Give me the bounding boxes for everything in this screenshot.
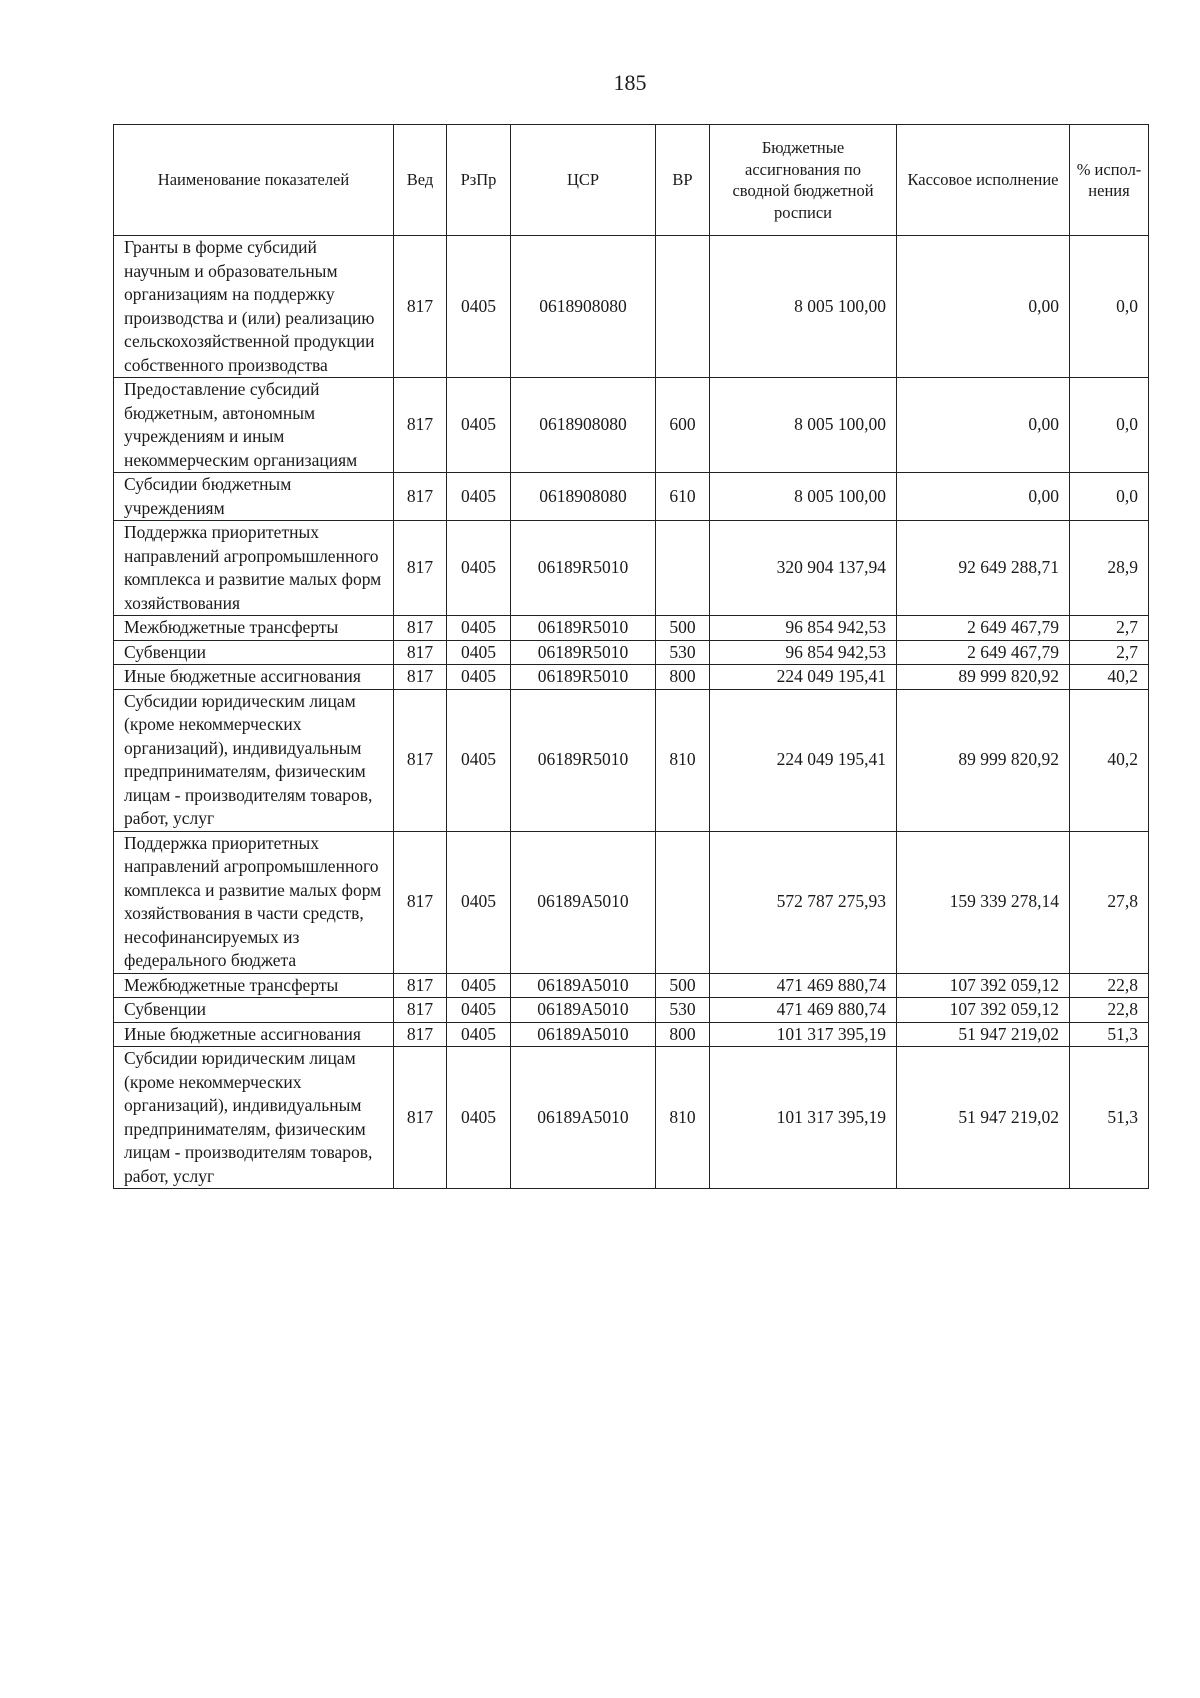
table-row [114,831,1149,973]
row-rzpr: 0405 [447,831,511,973]
row-vr: 500 [656,973,710,998]
row-vr: 800 [656,1022,710,1047]
row-csr: 06189R5010 [511,640,656,665]
row-cash: 0,00 [897,378,1070,473]
table-row [114,665,1149,690]
row-rzpr: 0405 [447,473,511,521]
row-ved: 817 [394,831,447,973]
row-cash: 89 999 820,92 [897,665,1070,690]
row-cash: 92 649 288,71 [897,521,1070,616]
row-pct: 0,0 [1070,473,1149,521]
row-name: Иные бюджетные ассигнования [114,665,394,690]
row-rzpr: 0405 [447,640,511,665]
row-cash: 51 947 219,02 [897,1022,1070,1047]
row-rzpr: 0405 [447,521,511,616]
row-csr: 06189R5010 [511,521,656,616]
row-name: Субсидии юридическим лицам (кроме некоммерческих организаций), индивидуальным предпринимателям, физическим лицам - производителям товаров, работ, услуг [114,1047,394,1189]
row-budget: 572 787 275,93 [710,831,897,973]
row-pct: 0,0 [1070,236,1149,378]
row-ved: 817 [394,521,447,616]
table-row [114,640,1149,665]
row-name: Поддержка приоритетных направлений агропромышленного комплекса и развитие малых форм хозяйствования [114,521,394,616]
table-header-row [114,125,1149,236]
row-vr [656,521,710,616]
row-vr: 610 [656,473,710,521]
row-rzpr: 0405 [447,1047,511,1189]
row-name: Межбюджетные трансферты [114,616,394,641]
row-budget: 320 904 137,94 [710,521,897,616]
row-rzpr: 0405 [447,998,511,1023]
row-pct: 27,8 [1070,831,1149,973]
row-rzpr: 0405 [447,665,511,690]
row-cash: 0,00 [897,236,1070,378]
row-budget: 96 854 942,53 [710,616,897,641]
row-vr: 800 [656,665,710,690]
row-name: Субвенции [114,998,394,1023]
row-budget: 96 854 942,53 [710,640,897,665]
row-pct: 2,7 [1070,640,1149,665]
row-name: Гранты в форме субсидий научным и образовательным организациям на поддержку производства и (или) реализацию сельскохозяйственной продукции собственного производства [114,236,394,378]
row-ved: 817 [394,998,447,1023]
row-budget: 101 317 395,19 [710,1047,897,1189]
row-budget: 471 469 880,74 [710,973,897,998]
row-csr: 06189A5010 [511,1022,656,1047]
row-vr: 810 [656,689,710,831]
row-pct: 40,2 [1070,665,1149,690]
row-pct: 51,3 [1070,1047,1149,1189]
row-csr: 0618908080 [511,473,656,521]
row-budget: 471 469 880,74 [710,998,897,1023]
row-budget: 101 317 395,19 [710,1022,897,1047]
row-budget: 8 005 100,00 [710,378,897,473]
row-csr: 06189A5010 [511,998,656,1023]
row-name: Субсидии юридическим лицам (кроме некоммерческих организаций), индивидуальным предпринимателям, физическим лицам - производителям товаров, работ, услуг [114,689,394,831]
row-vr: 530 [656,998,710,1023]
row-ved: 817 [394,640,447,665]
row-ved: 817 [394,616,447,641]
row-vr: 600 [656,378,710,473]
row-budget: 224 049 195,41 [710,665,897,690]
table-row [114,521,1149,616]
row-ved: 817 [394,689,447,831]
row-name: Предоставление субсидий бюджетным, автономным учреждениям и иным некоммерческим организациям [114,378,394,473]
row-vr: 500 [656,616,710,641]
table-row [114,1047,1149,1189]
page-number: 185 [613,70,647,95]
row-ved: 817 [394,473,447,521]
row-csr: 06189A5010 [511,1047,656,1189]
row-vr: 530 [656,640,710,665]
row-cash: 89 999 820,92 [897,689,1070,831]
row-csr: 0618908080 [511,378,656,473]
row-csr: 06189R5010 [511,665,656,690]
table-row [114,998,1149,1023]
row-csr: 06189A5010 [511,973,656,998]
header-budget: Бюджетные ассигнования по сводной бюджетной росписи [710,125,897,236]
row-ved: 817 [394,236,447,378]
row-rzpr: 0405 [447,616,511,641]
table-row [114,616,1149,641]
header-cash: Кассовое исполнение [897,125,1070,236]
row-cash: 0,00 [897,473,1070,521]
row-name: Субсидии бюджетным учреждениям [114,473,394,521]
table-row [114,973,1149,998]
row-ved: 817 [394,378,447,473]
row-rzpr: 0405 [447,973,511,998]
row-budget: 8 005 100,00 [710,236,897,378]
table-row [114,473,1149,521]
row-pct: 22,8 [1070,973,1149,998]
header-ved: Вед [394,125,447,236]
header-rzpr: РзПр [447,125,511,236]
table-row [114,378,1149,473]
row-ved: 817 [394,665,447,690]
row-pct: 22,8 [1070,998,1149,1023]
row-cash: 107 392 059,12 [897,998,1070,1023]
row-budget: 224 049 195,41 [710,689,897,831]
table-row [114,689,1149,831]
header-csr: ЦСР [511,125,656,236]
row-pct: 2,7 [1070,616,1149,641]
row-rzpr: 0405 [447,689,511,831]
row-ved: 817 [394,1047,447,1189]
row-pct: 0,0 [1070,378,1149,473]
row-rzpr: 0405 [447,378,511,473]
header-name: Наименование показателей [114,125,394,236]
row-cash: 2 649 467,79 [897,640,1070,665]
row-pct: 40,2 [1070,689,1149,831]
row-rzpr: 0405 [447,236,511,378]
row-pct: 28,9 [1070,521,1149,616]
row-vr [656,831,710,973]
row-cash: 51 947 219,02 [897,1047,1070,1189]
row-budget: 8 005 100,00 [710,473,897,521]
budget-execution-table [113,124,1149,1189]
row-csr: 06189A5010 [511,831,656,973]
row-ved: 817 [394,973,447,998]
row-vr: 810 [656,1047,710,1189]
header-pct: % испол-нения [1070,125,1149,236]
row-vr [656,236,710,378]
row-name: Межбюджетные трансферты [114,973,394,998]
header-vr: ВР [656,125,710,236]
row-pct: 51,3 [1070,1022,1149,1047]
row-cash: 2 649 467,79 [897,616,1070,641]
row-cash: 159 339 278,14 [897,831,1070,973]
table-row [114,236,1149,378]
row-csr: 06189R5010 [511,689,656,831]
row-name: Поддержка приоритетных направлений агропромышленного комплекса и развитие малых форм хозяйствования в части средств, несофинансируемых из федерального бюджета [114,831,394,973]
row-ved: 817 [394,1022,447,1047]
row-csr: 0618908080 [511,236,656,378]
row-cash: 107 392 059,12 [897,973,1070,998]
table-row [114,1022,1149,1047]
row-name: Субвенции [114,640,394,665]
row-rzpr: 0405 [447,1022,511,1047]
row-name: Иные бюджетные ассигнования [114,1022,394,1047]
row-csr: 06189R5010 [511,616,656,641]
